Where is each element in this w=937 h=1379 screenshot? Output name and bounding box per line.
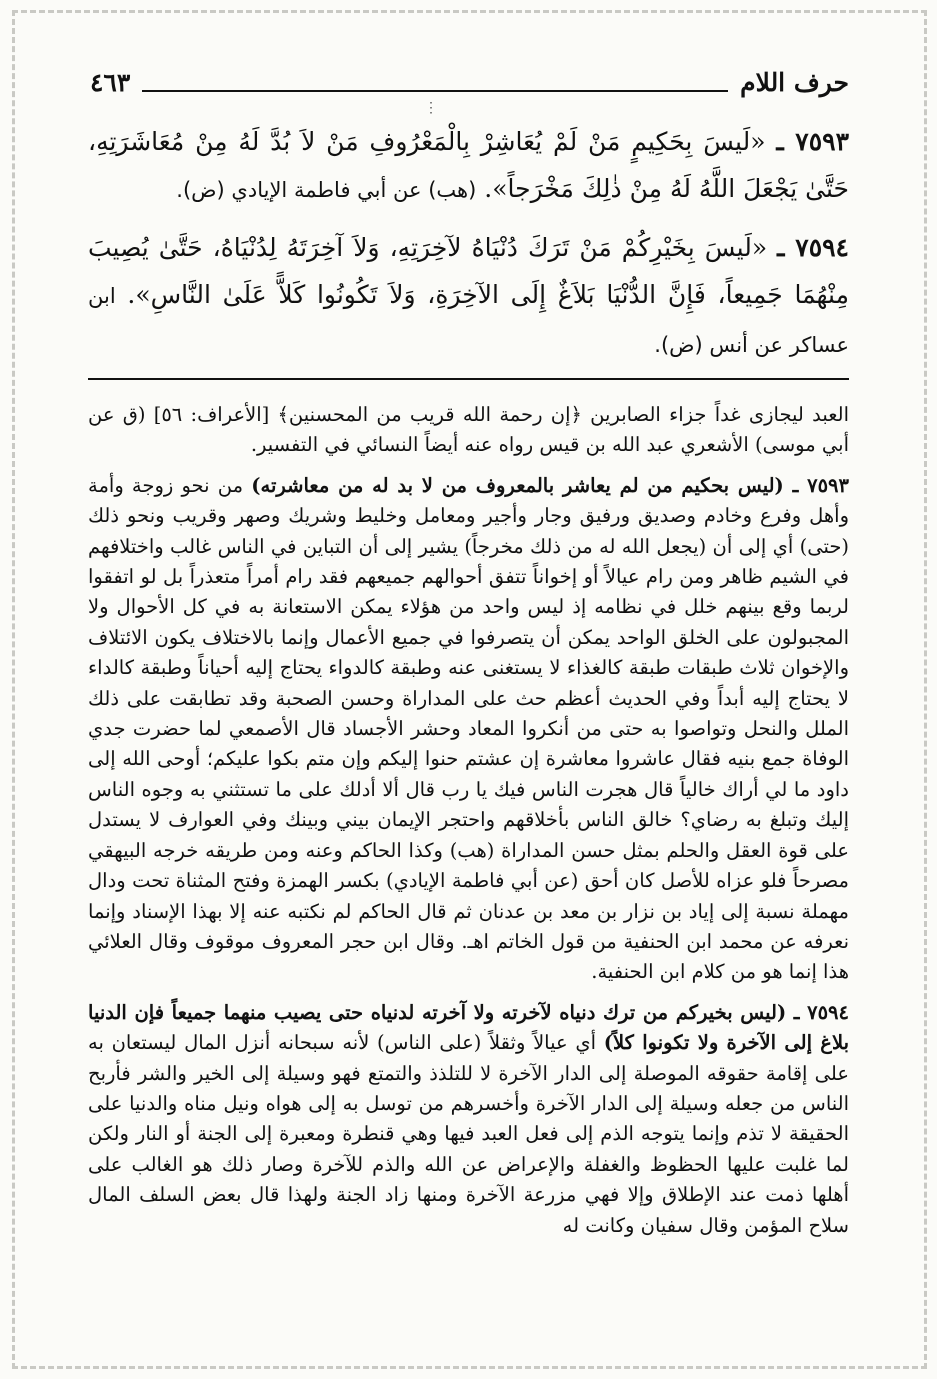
- commentary-body: من نحو زوجة وأمة وأهل وفرع وخادم وصديق ورفيق وجار وأجير ومعامل وخليط وشريك وصهر وقريب ونحو ذلك (حتى) أي إلى أن (يجعل الله له من ذلك مخرجاً) يشير إلى أن التباين في الناس غالب واختلافهم في الشيم ظاهر ومن رام عيالاً أو إخواناً تتفق أحوالهم جميعهم فقد رام أمراً متعذراً بل لو اتفقوا لربما وقع بينهم خلل في نظامه إذ ليس واحد من هؤلاء يمكن الاستعانة به في كل الأحوال ولا المجبولون على الخلق الواحد يمكن أن يتصرفوا في جميع الأعمال وإنما بالاختلاف يكون الائتلاف والإخوان ثلاث طبقات طبقة كالغذاء لا يستغنى عنه وطبقة كالدواء يحتاج إليه أحياناً وطبقة كالداء لا يحتاج إليه أبداً وفي الحديث أعظم حث على المداراة وحسن الصحبة وقد تطابقت على ذلك الملل والنحل وتواصوا به حتى من أنكروا المعاد وحشر الأجساد قال الأصمعي لما حضرت جدي الوفاة جمع بنيه فقال عاشروا معاشرة إن عشتم حنوا إليكم وإن متم بكوا عليكم؛ أوحى الله إلى داود ما لي أراك خالياً قال هجرت الناس فيك يا رب قال ألا أدلك على ما تستثني به وجوه الناس إليك وتبلغ به رضاي؟ خالق الناس بأخلاقهم واحتجر الإيمان بيني وبينك وفي العوارف لا يستدل على قوة العقل والحلم بمثل حسن المداراة (هب) وكذا الحاكم وعنه ومن طريقه خرجه البيهقي مصرحاً فلو عزاه للأصل كان أحق (عن أبي فاطمة الإيادي) بكسر الهمزة وفتح المثناة تحت ودال مهملة نسبة إلى إياد بن نزار بن معد بن عدنان ثم قال الحاكم لم نكتبه عنه إلا بهذا الإسناد وإنما نعرفه عن محمد ابن الحنفية من قول الخاتم اهـ. وقال ابن حجر المعروف موقوف وقال العلائي هذا إنما هو من كلام ابن الحنفية.: [88, 473, 849, 984]
- hadith-text-block: [88, 118, 849, 379]
- hadith-7593: [88, 118, 849, 214]
- section-divider: [88, 378, 849, 380]
- commentary-7593: [88, 471, 849, 988]
- hadith-number: ٧٥٩٤ ـ: [777, 233, 849, 262]
- center-mark: ⋮: [424, 100, 438, 116]
- hadith-matn: «لَيسَ بِخَيْرِكُمْ مَنْ تَرَكَ دُنْيَاهُ لآخِرَتِهِ، وَلاَ آخِرَتَهُ لِدُنْيَاهُ، حَتَّىٰ يُصِيبَ مِنْهُمَا جَمِيعاً، فَإِنَّ الدُّنْيَا بَلاَغٌ إِلَى الآخِرَةِ، وَلاَ تَكُونُوا كَلاًّ عَلَىٰ النَّاسِ».: [88, 233, 849, 309]
- hadith-number: ٧٥٩٣ ـ: [776, 127, 850, 156]
- commentary-heading: ٧٥٩٤ ـ (ليس بخيركم من ترك دنياه لآخرته ولا آخرته لدنياه حتى يصيب منهما جميعاً فإن الدنيا بلاغ إلى الآخرة ولا تكونوا كلاً): [88, 1000, 850, 1055]
- commentary-block: [88, 400, 849, 1251]
- commentary-body: أي عيالاً وثقلاً (على الناس) لأنه سبحانه أنزل المال ليستعان به على إقامة حقوقه الموصلة إلى الدار الآخرة لا للتلذذ والتمتع فهو وسيلة إلى الخير والشر فأربح الناس من جعله وسيلة إلى الدار الآخرة وأخسرهم من توسل به إلى هواه ونيل مناه والدنيا على الحقيقة لا تذم وإنما يتوجه الذم إلى فعل العبد فيها وهي قنطرة ومعبرة إلى الجنة أو النار ولكن لما غلبت عليها الحظوظ والغفلة والإعراض عن الله والذم للآخرة وصار ذلك هو الغالب على أهلها ذمت عند الإطلاق وإلا فهي مزرعة الآخرة ومنها زاد الجنة ولهذا قال بعض السلف المال سلاح المؤمن وقال سفيان وكانت له: [88, 1031, 849, 1237]
- commentary-intro: العبد ليجازى غداً جزاء الصابرين ﴿إن رحمة الله قريب من المحسنين﴾ [الأعراف: ٥٦] (ق عن أبي موسى) الأشعري عبد الله بن قيس رواه عنه أيضاً النسائي في التفسير.: [88, 403, 849, 457]
- header-rule: [142, 72, 728, 92]
- commentary-7594: [88, 998, 849, 1241]
- hadith-reference: (هب) عن أبي فاطمة الإيادي (ض).: [176, 178, 477, 202]
- hadith-matn: «لَيسَ بِحَكِيمٍ مَنْ لَمْ يُعَاشِرْ بِالْمَعْرُوفِ مَنْ لاَ بُدَّ لَهُ مِنْ مُعَاشَرَتِهِ، حَتَّىٰ يَجْعَلَ اللَّهُ لَهُ مِنْ ذٰلِكَ مَخْرَجاً».: [88, 127, 849, 203]
- page-number: ٤٦٣: [90, 67, 131, 97]
- hadith-7594: [88, 224, 849, 369]
- commentary-heading: ٧٥٩٣ ـ (ليس بحكيم من لم يعاشر بالمعروف من لا بد له من معاشرته): [251, 473, 849, 497]
- hadith-reference: ابن عساكر عن أنس (ض).: [88, 284, 849, 357]
- page-header: [90, 62, 849, 102]
- chapter-title: حرف اللام: [740, 67, 849, 97]
